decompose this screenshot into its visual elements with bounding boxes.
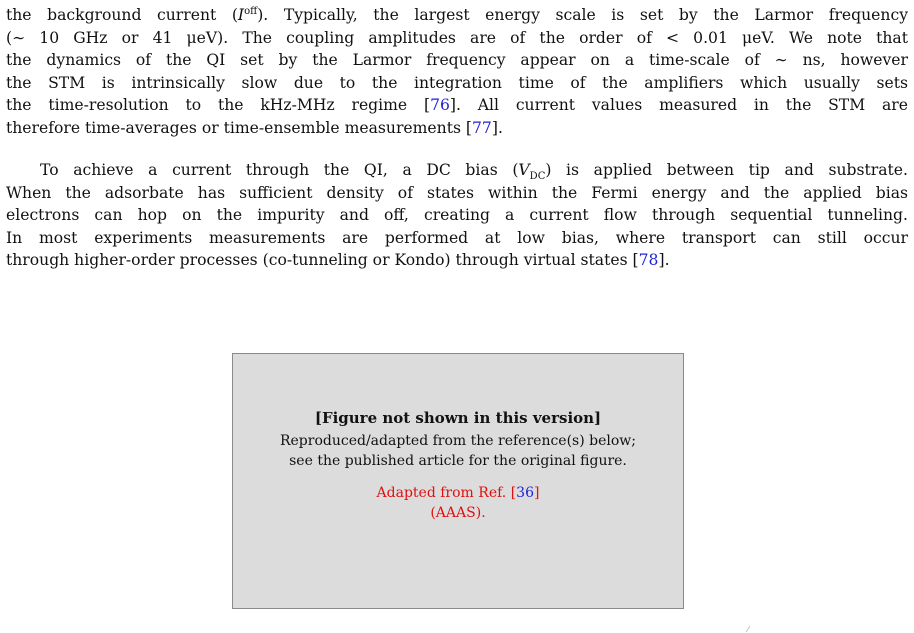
text-span: ) is applied between tip and substrate.: [545, 161, 908, 179]
text-line: [6, 117, 908, 140]
paragraph-dc-bias: [6, 159, 908, 272]
text-span: ].: [491, 118, 503, 137]
text-line: [6, 4, 908, 27]
math-symbol: V: [518, 161, 530, 179]
figure-placeholder-note: see the published article for the original figure.: [289, 453, 627, 469]
figure-placeholder-title: [Figure not shown in this version]: [314, 409, 602, 427]
text-line: the STM is intrinsically slow due to the integration time of the amplifiers which usually sets: [6, 73, 908, 92]
citation-link[interactable]: 36: [516, 485, 534, 501]
text-span: the time-resolution to the kHz-MHz regime [: [6, 96, 431, 115]
text-span: through higher-order processes (co-tunneling or Kondo) through virtual states [: [6, 251, 639, 270]
text-line: electrons can hop on the impurity and off, creating a current flow through sequential tunneling.: [6, 206, 908, 225]
text-line: In most experiments measurements are performed at low bias, where transport can still occur: [6, 228, 908, 247]
figure-placeholder-note: Reproduced/adapted from the reference(s) below;: [279, 433, 636, 449]
text-line: [6, 159, 908, 182]
text-span: To achieve a current through the QI, a DC bias (: [40, 161, 519, 179]
paragraph-background-current: [6, 4, 908, 140]
text-span: ].: [658, 251, 670, 270]
text-line: When the adsorbate has sufficient density of states within the Fermi energy and the applied bias: [6, 183, 908, 202]
text-span: the background current (: [6, 6, 238, 24]
math-subscript: DC: [529, 171, 546, 183]
figure-reference: [233, 485, 683, 501]
citation-link[interactable]: 77: [472, 118, 492, 137]
text-line: the dynamics of the QI set by the Larmor frequency appear on a time-scale of ∼ ns, however: [6, 51, 908, 70]
text-span: Adapted from Ref. [: [376, 485, 517, 501]
text-span: ). Typically, the largest energy scale is set by the Larmor frequency: [257, 6, 908, 24]
text-span: therefore time-averages or time-ensemble measurements [: [6, 118, 473, 137]
text-line: [6, 94, 908, 117]
math-symbol: I: [237, 6, 245, 24]
citation-link[interactable]: 78: [638, 251, 659, 270]
text-line: [6, 249, 908, 272]
page-corner-mark: [744, 624, 752, 632]
text-line: (∼ 10 GHz or 41 μeV). The coupling amplitudes are of the order of < 0.01 μeV. We note that: [6, 28, 908, 47]
math-superscript: off: [244, 5, 258, 17]
figure-placeholder: [232, 353, 684, 609]
figure-reference-source: (AAAS).: [430, 505, 486, 521]
text-span: ]: [533, 485, 540, 501]
text-span: ]. All current values measured in the STM are: [449, 96, 908, 115]
citation-link[interactable]: 76: [430, 96, 450, 115]
